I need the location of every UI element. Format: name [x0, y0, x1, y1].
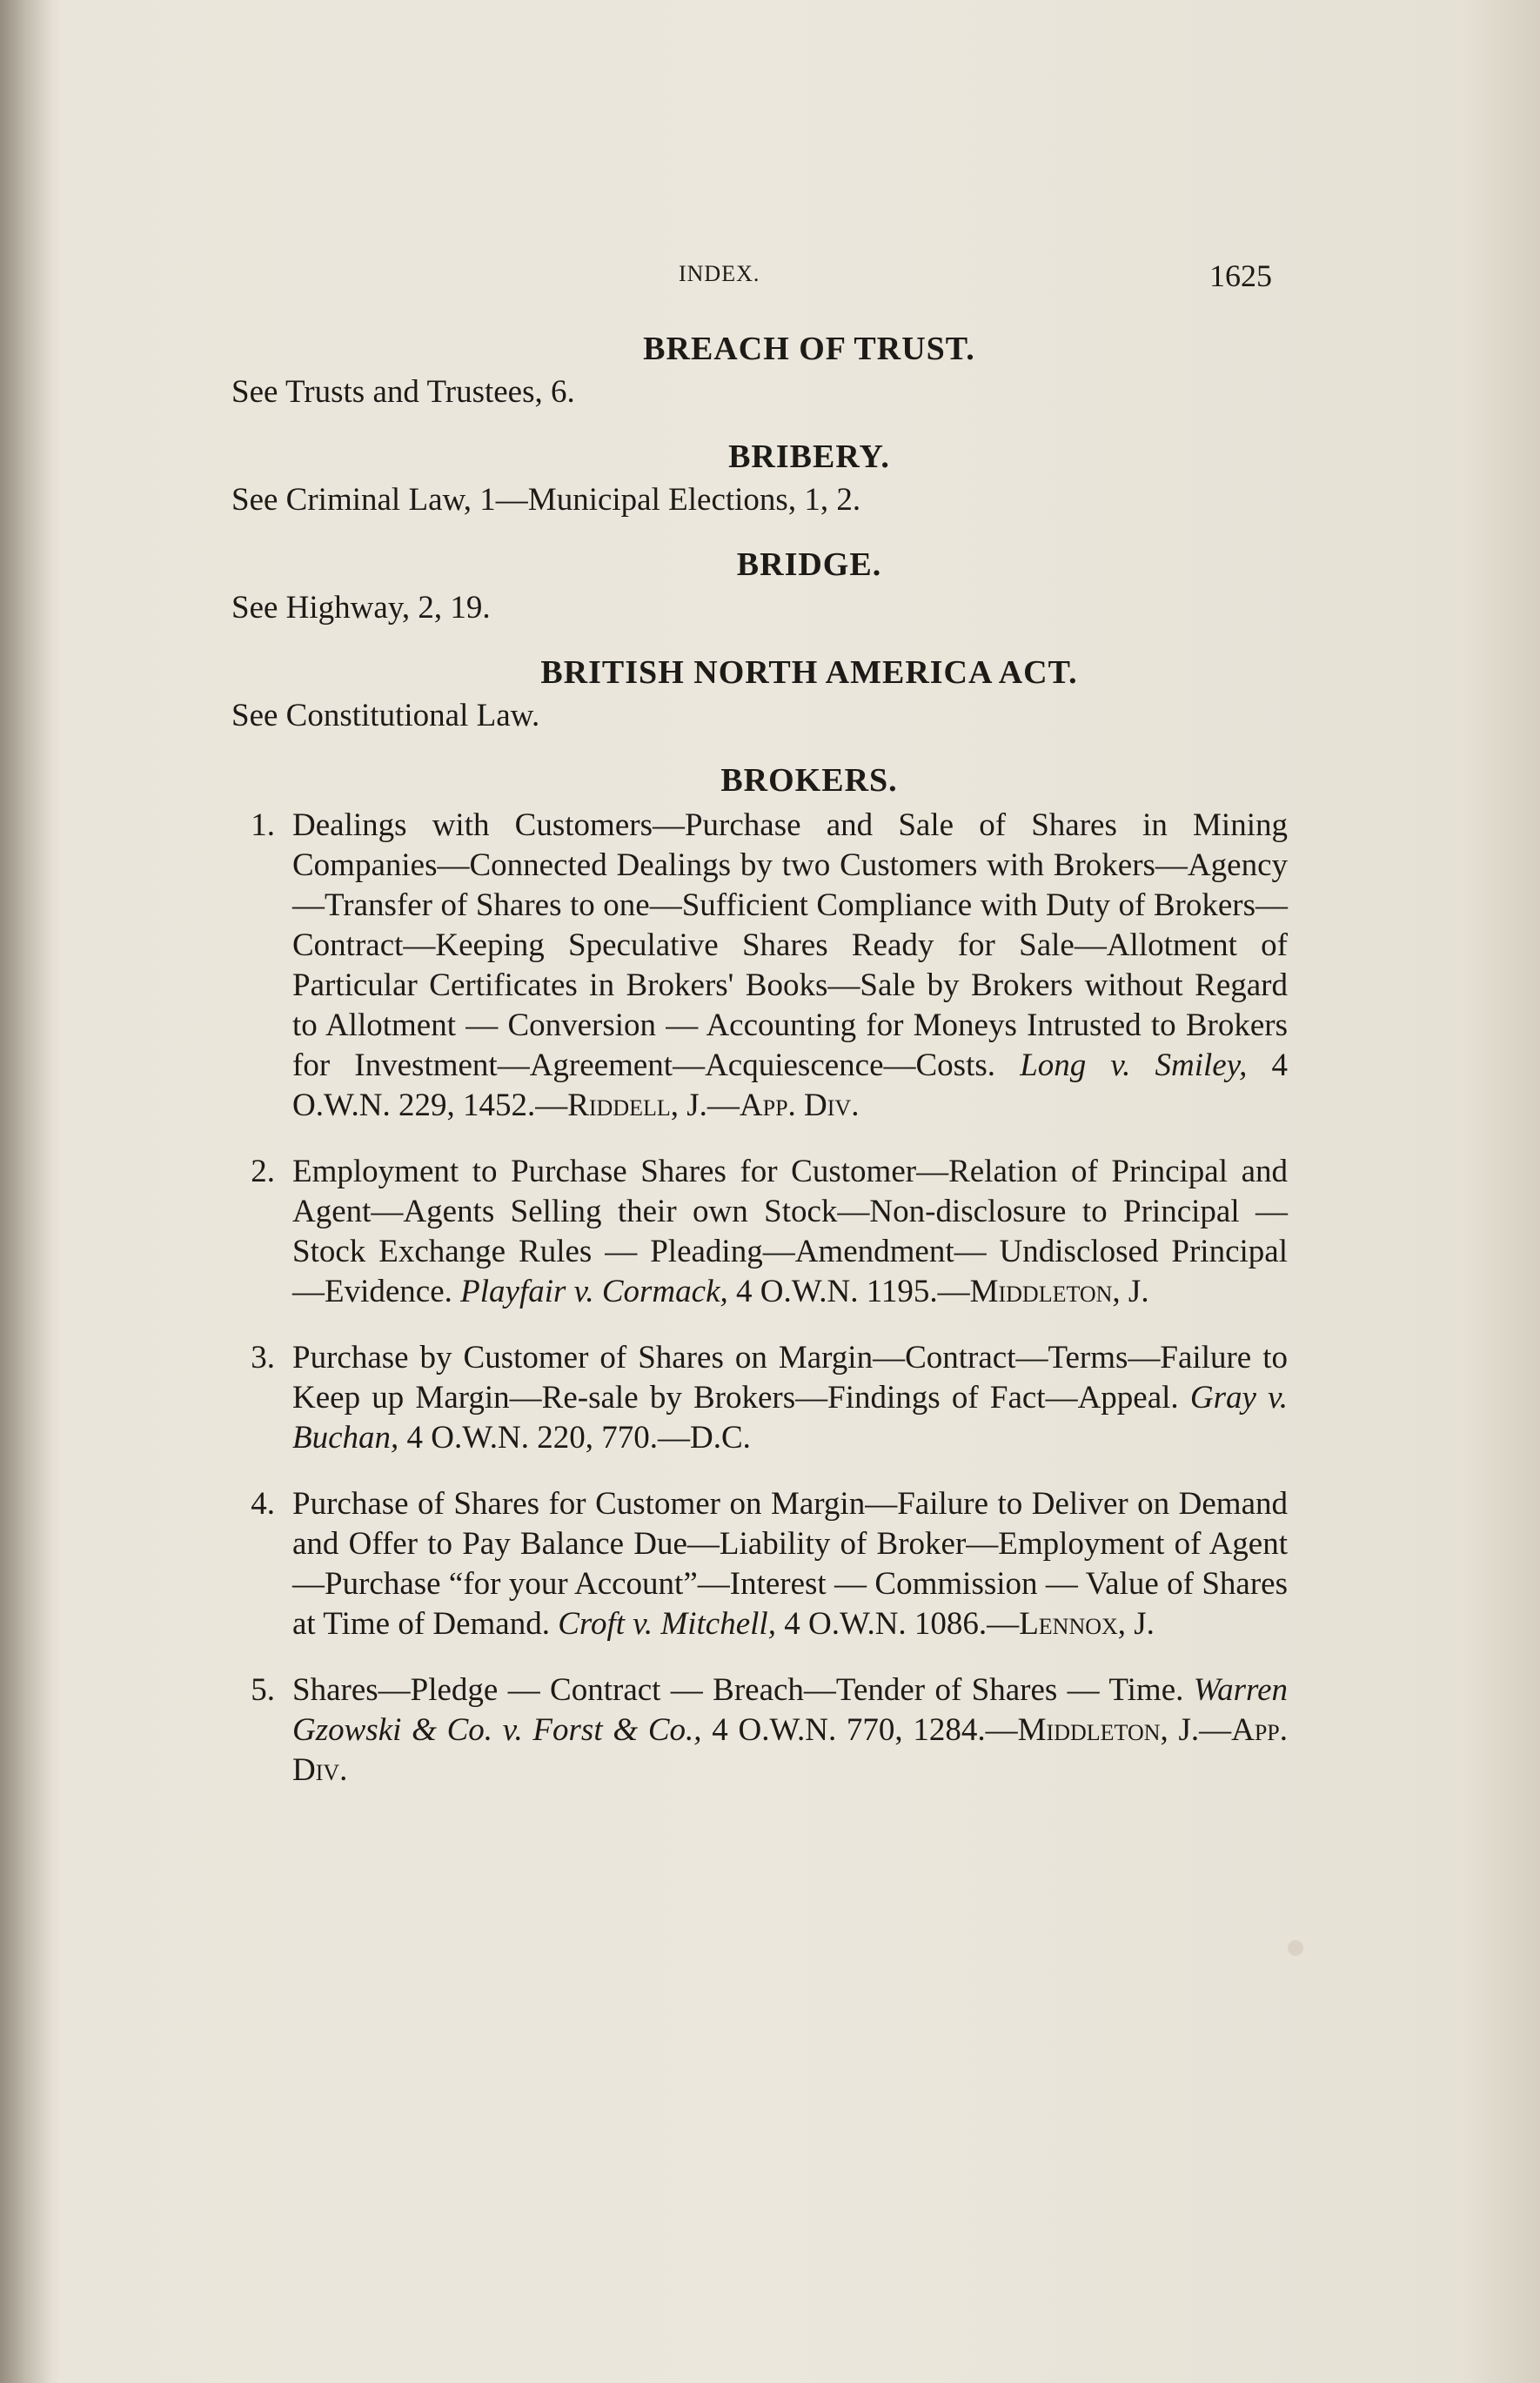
running-head	[0, 258, 1540, 296]
cross-reference: See Criminal Law, 1—Municipal Elections, 1, 2.	[231, 482, 861, 518]
case-name: Long v. Smiley,	[1020, 1048, 1248, 1083]
cross-reference: See Constitutional Law.	[231, 698, 540, 733]
index-content	[226, 329, 1288, 1817]
entry-text	[292, 806, 1288, 1126]
citation: 4 O.W.N. 220, 770.—D.C.	[406, 1420, 751, 1456]
heading-british-north-america-act: BRITISH NORTH AMERICA ACT.	[540, 654, 1078, 691]
cross-reference: See Highway, 2, 19.	[231, 590, 491, 626]
entry-number: 5.	[251, 1672, 275, 1708]
running-head-label: INDEX.	[679, 261, 760, 286]
case-name: Playfair v. Cormack,	[460, 1274, 728, 1309]
entry-body: Shares—Pledge — Contract — Breach—Tender of Shares — Time.	[292, 1672, 1184, 1708]
paper-stain	[1288, 1940, 1303, 1956]
entry-text	[292, 1670, 1288, 1791]
entry-number: 4.	[251, 1486, 275, 1522]
judge: Middleton, J.	[969, 1274, 1149, 1309]
list-item	[214, 1670, 1288, 1791]
entry-body: Purchase by Customer of Shares on Margin—Contract—Terms—Failure to Keep up Margin—Re-sale by Brokers—Findings of Fact—Appeal.	[292, 1340, 1288, 1416]
brokers-entries	[214, 806, 1288, 1791]
entry-body: Purchase of Shares for Customer on Margin—Failure to Deliver on Demand and Offer to Pay Balance Due—Liability of Broker—Employment of Agent—Purchase “for your Account”—Interest — Commission — Value of Shares at Time of Demand.	[292, 1486, 1288, 1642]
heading-brokers: BROKERS.	[720, 762, 898, 799]
entry-number: 1.	[251, 807, 275, 843]
judge: Lennox, J.	[1019, 1606, 1155, 1642]
judge: Middleton, J.—App. Div.	[292, 1712, 1289, 1788]
judge: Riddell, J.—App. Div.	[567, 1088, 860, 1123]
page-number: 1625	[1209, 258, 1272, 293]
list-item	[214, 1338, 1288, 1458]
list-item	[214, 1152, 1288, 1312]
list-item	[214, 806, 1288, 1126]
citation: 4 O.W.N. 1086.—	[784, 1606, 1020, 1642]
citation: 4 O.W.N. 1195.—	[736, 1274, 970, 1309]
case-name: Croft v. Mitchell,	[558, 1606, 776, 1642]
heading-bribery: BRIBERY.	[728, 438, 890, 475]
entry-text	[292, 1152, 1288, 1312]
entry-text	[292, 1484, 1288, 1644]
entry-text	[292, 1338, 1288, 1458]
heading-breach-of-trust: BREACH OF TRUST.	[643, 331, 975, 367]
citation: 4 O.W.N. 229, 1452.—	[292, 1048, 1289, 1123]
entry-number: 2.	[251, 1154, 275, 1189]
case-name: Warren Gzowski & Co. v. Forst & Co.,	[292, 1672, 1289, 1748]
case-name: Gray v. Buchan,	[292, 1380, 1289, 1456]
entry-body: Employment to Purchase Shares for Customer—Relation of Principal and Agent—Agents Selling their own Stock—Non-disclosure to Principal — Stock Exchange Rules — Pleading—Amendment— Undisclosed Principal—Evidence.	[292, 1154, 1288, 1309]
binding-shadow	[0, 0, 52, 2383]
list-item	[214, 1484, 1288, 1644]
cross-reference: See Trusts and Trustees, 6.	[231, 374, 575, 410]
entry-body: Dealings with Customers—Purchase and Sale of Shares in Mining Companies—Connected Dealings by two Customers with Brokers—Agency—Transfer of Shares to one—Sufficient Compliance with Duty of Brokers—Contract—Keeping Speculative Shares Ready for Sale—Allotment of Particular Certificates in Brokers' Books—Sale by Brokers without Regard to Allotment — Conversion — Accounting for Moneys Intrusted to Brokers for Investment—Agreement—Acquiescence—Costs.	[292, 807, 1288, 1083]
entry-number: 3.	[251, 1340, 275, 1376]
citation: 4 O.W.N. 770, 1284.—	[712, 1712, 1018, 1748]
heading-bridge: BRIDGE.	[736, 546, 882, 583]
